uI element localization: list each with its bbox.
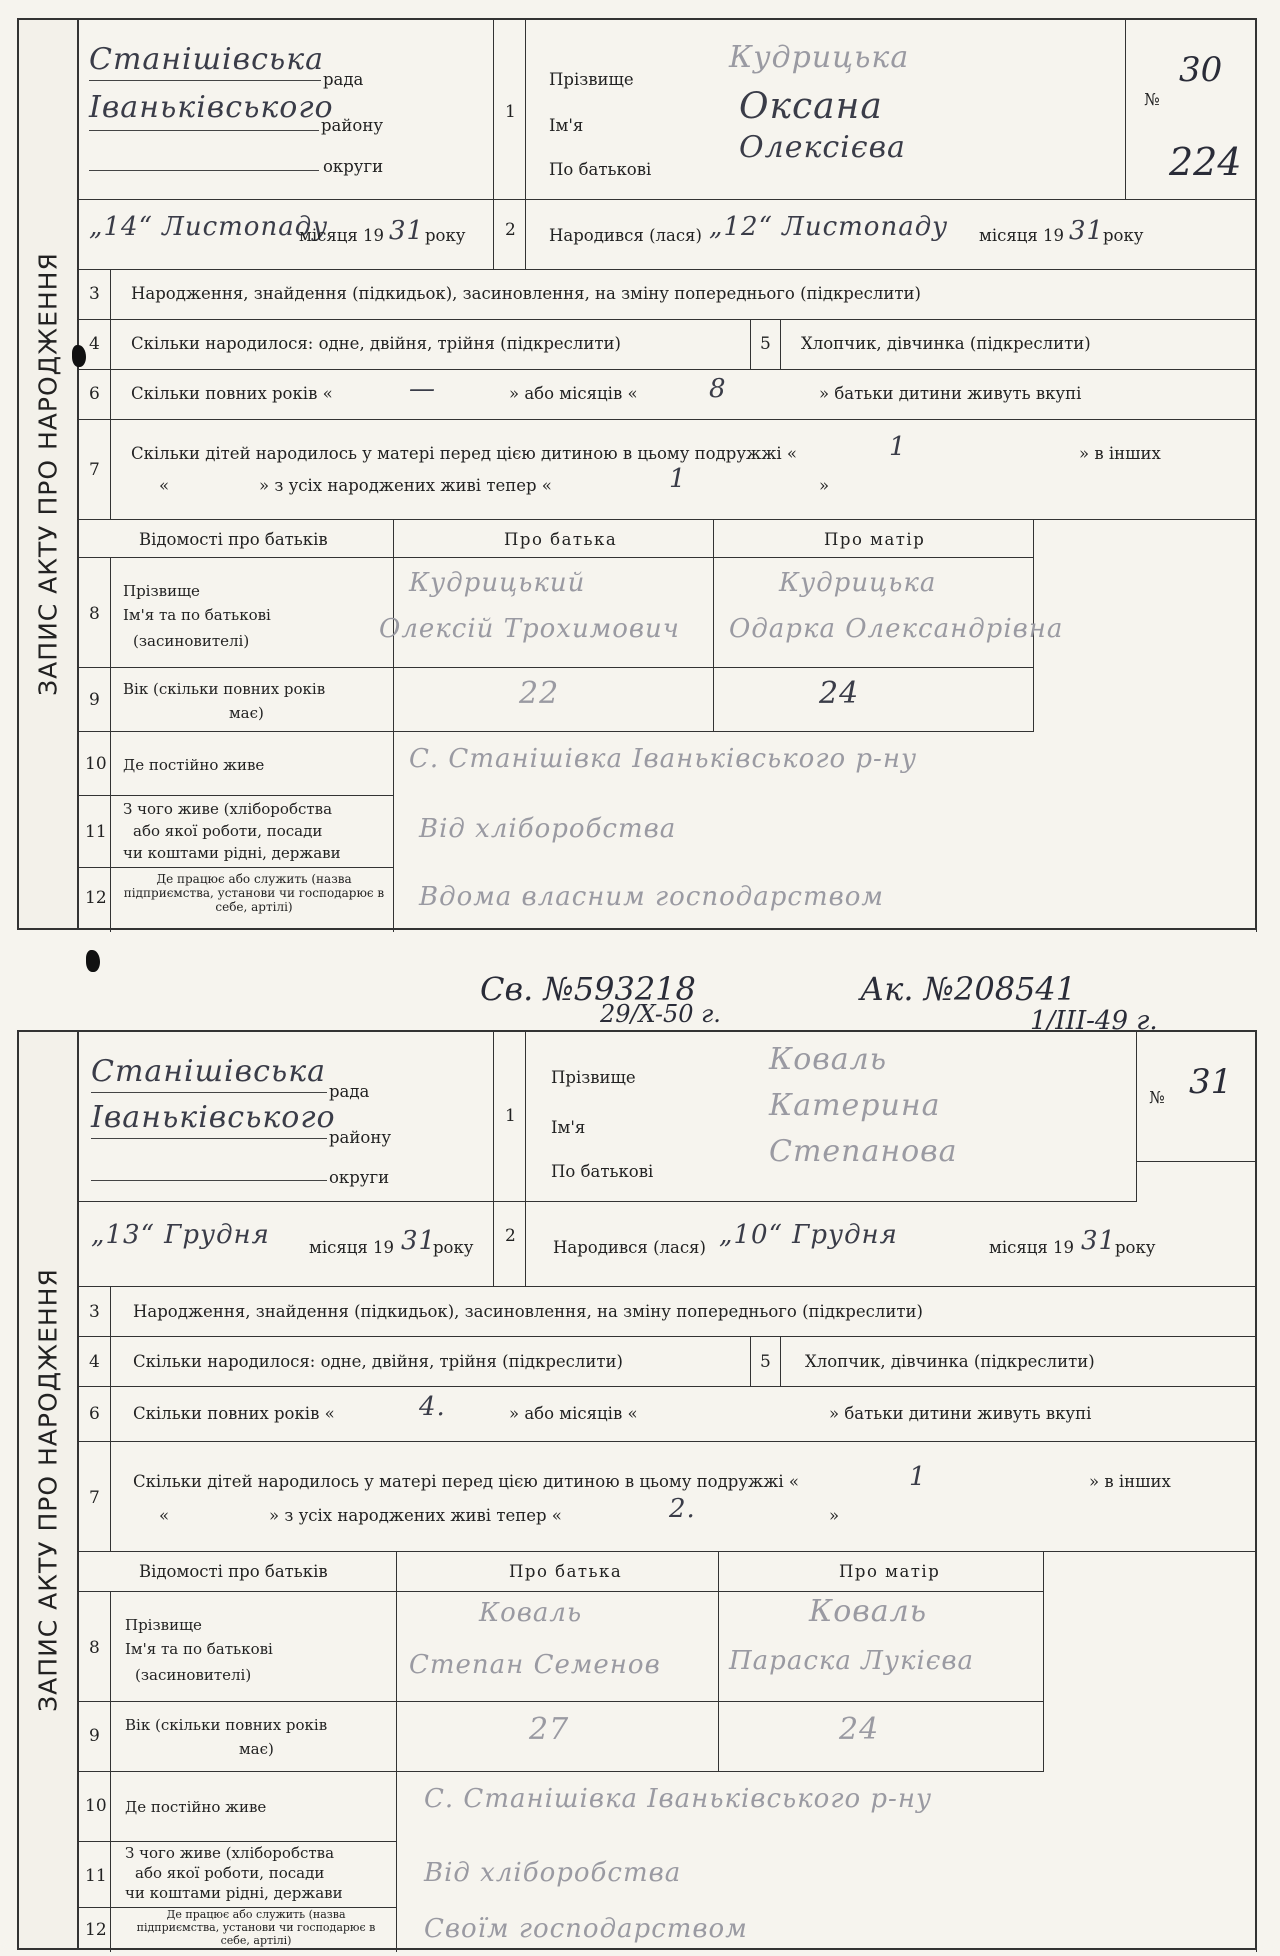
work: Своїм господарством <box>424 1914 748 1944</box>
rada-value: Станішівська <box>91 1054 327 1089</box>
raion-value: Іваньківського <box>91 1100 336 1135</box>
mother-name: Параска Лукієва <box>729 1646 974 1676</box>
mother-age: 24 <box>839 1712 880 1747</box>
raion-label: району <box>321 116 384 135</box>
father-surname: Кудрицький <box>409 568 586 598</box>
surname-label: Прізвище <box>549 70 634 89</box>
name-value: Катерина <box>769 1088 941 1123</box>
record-body: Станішівська рада Іваньківського району округи „13“ Грудня місяця 19 31 року 1 Прізвище Коваль Ім'я Катерина По батькові Степанова № 31 2 Народився (лася) „10“ Грудня місяця 19 31 року 3 Народження, знайдення (підкидьок), засиновлення, на зміну попереднього (підкреслити) 4 Скільки народилося: одне, двійня, трійня (підкреслити) 5 Хлопчик, дівчинка (підкреслити) 6 Скільки повних років « 4. » або місяців « » батьки дитини живуть вкупі 7 Скільки дітей народилось у матері перед цією дитиною в цьому подружжі « 1 » в інших « » з усіх народжених живі тепер « 2. » Відомості про батьків Про батька Про матір 8 Прізвище Ім'я та по батькові (засиновителі) Коваль Степан Семенов Коваль Параска Лукієва 9 Вік (скільки повних років має) 27 24 10 Де постійно живе С. Станішівка Іваньківського р-ну 11 З чого живе (хліборобства або якої роботи, посади чи коштами рідні, держави Від хліборобства 12 Де працює або служить (назва підприємства, установи чи господарює в себе, артілі) Своїм господарством <box>79 1030 1257 1950</box>
record-number: 30 <box>1179 50 1223 90</box>
ink-blot <box>72 345 86 367</box>
record-number: 31 <box>1189 1062 1233 1102</box>
act-note: Ак. №208541 <box>860 970 1077 1008</box>
father-age: 27 <box>529 1712 570 1747</box>
father-name: Степан Семенов <box>409 1650 661 1680</box>
residence: С. Станішівка Іваньківського р-ну <box>424 1784 933 1814</box>
okruhy-label: округи <box>323 157 384 176</box>
corner-mark: 224 <box>1169 140 1242 184</box>
residence: С. Станішівка Іваньківського р-ну <box>409 744 918 774</box>
act-date: 1/III-49 г. <box>1030 1006 1158 1036</box>
reg-date-value: „13“ Грудня <box>91 1220 270 1250</box>
reg-year-value: 31 <box>401 1226 437 1256</box>
ink-blot <box>86 950 100 972</box>
children-before: 1 <box>889 432 907 462</box>
father-name: Олексій Трохимович <box>379 614 680 644</box>
record-body: Станішівська рада Іваньківського району округи „14“ Листопаду місяця 19 31 року 1 Прізвище Кудрицька Ім'я Оксана По батькові Олексієва № 30 224 2 Народився (лася) „12“ Листопаду місяця 19 31 року 3 Народження, знайдення (підкидьок), засиновлення, на зміну попереднього (підкреслити) 4 Скільки народилося: одне, двійня, трійня (підкреслити) 5 Хлопчик, дівчинка (підкреслити) 6 Скільки повних років « — » або місяців « 8 » батьки дитини живуть вкупі 7 Скільки дітей народилось у матері перед цією дитиною в цьому подружжі « 1 » в інших « » з усіх народжених живі тепер « 1 » Відомості про батьків Про батька Про матір 8 Прізвище Ім'я та по батькові (засиновителі) Кудрицький Олексій Трохимович Кудрицька Одарка Олександрівна 9 Вік (скільки повних років має) 22 24 10 Де постійно живе С. Станішівка Іваньківського р-ну 11 З чого живе (хліборобства або якої роботи, посади чи коштами рідні, держави Від хліборобства 12 Де працює або служить (назва підприємства, установи чи господарює в себе, артілі) Вдома власним господарством <box>79 18 1257 930</box>
livelihood: Від хліборобства <box>424 1858 682 1888</box>
mother-surname: Коваль <box>809 1594 928 1629</box>
reg-date-value: „14“ Листопаду <box>89 212 329 242</box>
years-together: 4. <box>419 1392 446 1422</box>
father-surname: Коваль <box>479 1598 583 1628</box>
record-spine: ЗАПИС АКТУ ПРО НАРОДЖЕННЯ <box>17 18 79 930</box>
patronymic-value: Олексієва <box>739 130 906 165</box>
patronymic-value: Степанова <box>769 1134 958 1169</box>
row4-label: Скільки народилося: одне, двійня, трійня (підкреслити) <box>131 334 621 353</box>
mother-age: 24 <box>819 676 860 711</box>
birth-year-value: 31 <box>1069 216 1105 246</box>
certificate-date: 29/X-50 г. <box>600 1000 721 1028</box>
birth-record-2 <box>17 1030 1257 1950</box>
patronymic-label: По батькові <box>549 160 652 179</box>
surname-value: Коваль <box>769 1042 888 1077</box>
month-label: місяця 19 <box>299 226 385 245</box>
born-label: Народився (лася) <box>549 226 702 245</box>
work: Вдома власним господарством <box>419 882 884 912</box>
mother-surname: Кудрицька <box>779 568 937 598</box>
record-spine: ЗАПИС АКТУ ПРО НАРОДЖЕННЯ <box>17 1030 79 1950</box>
rada-label: рада <box>323 70 364 89</box>
row3-label: Народження, знайдення (підкидьок), засиновлення, на зміну попереднього (підкреслити) <box>131 284 921 303</box>
certificate-note: Св. №593218 <box>480 970 696 1008</box>
mother-name: Одарка Олександрівна <box>729 614 1064 644</box>
rada-value: Станішівська <box>89 42 325 77</box>
reg-year-value: 31 <box>389 216 425 246</box>
birth-date-value: „12“ Листопаду <box>709 212 949 242</box>
months-together: 8 <box>709 374 727 404</box>
children-alive: 1 <box>669 464 687 494</box>
name-value: Оксана <box>739 86 883 127</box>
birth-date-value: „10“ Грудня <box>719 1220 898 1250</box>
surname-value: Кудрицька <box>729 40 910 75</box>
name-label: Ім'я <box>549 116 584 135</box>
father-age: 22 <box>519 676 560 711</box>
livelihood: Від хліборобства <box>419 814 677 844</box>
row5-label: Хлопчик, дівчинка (підкреслити) <box>801 334 1091 353</box>
raion-value: Іваньківського <box>89 90 334 125</box>
years-together: — <box>409 374 436 404</box>
year-label: року <box>425 226 466 245</box>
birth-record-1 <box>17 18 1257 930</box>
